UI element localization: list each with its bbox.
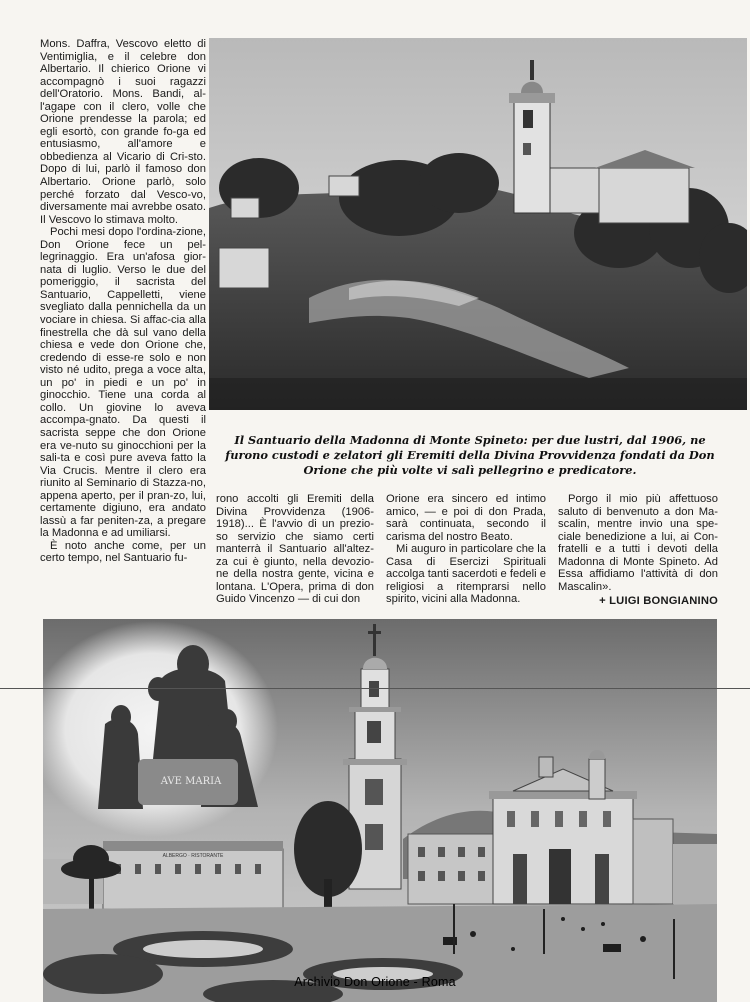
paragraph: Pochi mesi dopo l'ordina-zione, Don Orione fece un pel-legrinaggio. Era un'afosa gior-nata di luglio. Verso le due del pomeriggio, il sacrista del Santuario, Cappelletti, viene svegliato dalla pennichella da un vociare in chiesa. Si affac-cia alla finestrella che dà sul vano della chiesa e vede don Orione che, credendo di esse-re solo e non visto né udito, prega a voce alta, un po' in piedi e un po' in ginocchio. Tiene una corda al collo. Un giovine lo aveva accompa-gnato. Da questi il sacrista seppe che don Orione era ve-nuto su ginocchioni per la sali-ta e così pure aveva fatto la Via Crucis. Mentre il clero era riunito al Seminario di Stazza-no, appena aperto, per il pran-zo, lui, certamente digiuno, era andato lassù a far peniten-za, a pregare la Madonna e ad umiliarsi. bbox=[40, 226, 206, 540]
paragraph: Porgo il mio più affettuoso saluto di benvenuto a don Ma-scalin, mentre invio una spe-ciale benedizione a lui, ai Con-fratelli e a tutti i devoti della Madonna di Monte Spineto. Ad Essa affidiamo l'attività di don Mascalin». bbox=[558, 493, 718, 593]
paragraph: Mons. Daffra, Vescovo eletto di Ventimiglia, e il celebre don Albertario. Il chierico Orione vi accompagnò i suoi ragazzi dell'Oratorio. Mons. Bandi, al-l'agape con il clero, volle che Orione prendesse la parola; ed egli esortò, con grande fo-ga ed entusiasmo, all'amore e obbedienza al Vicario di Cri-sto. Dopo di lui, parlò il famoso don Albertario. Orione parlò, solo perché forzato dal Vesco-vo, diversamente mai avrebbe osato. Il Vescovo lo stimava molto. bbox=[40, 38, 206, 226]
paragraph: Orione era sincero ed intimo amico, — e poi di don Prada, sarà continuata, secondo il carisma del nostro Beato. bbox=[386, 493, 546, 543]
author-signature: + LUIGI BONGIANINO bbox=[599, 595, 718, 608]
sanctuary-hill-photo bbox=[209, 38, 747, 410]
inset-inscription: AVE MARIA bbox=[160, 776, 222, 787]
article-left-column bbox=[40, 38, 206, 565]
paragraph: È noto anche come, per un certo tempo, nel Santuario fu- bbox=[40, 539, 206, 565]
sanctuary-piazza-photo bbox=[43, 619, 717, 1002]
building-sign: ALBERGO · RISTORANTE bbox=[162, 853, 224, 859]
article-bottom-column-3 bbox=[558, 493, 718, 608]
article-bottom-column-1 bbox=[216, 493, 374, 606]
article-bottom-column-2 bbox=[386, 493, 546, 606]
photo-caption: Il Santuario della Madonna di Monte Spineto: per due lustri, dal 1906, ne furono custodi e zelatori gli Eremiti della Divina Provvidenza fondati da Don Orione che più volte vi salì pellegrino e predicatore. bbox=[225, 433, 715, 477]
paragraph: rono accolti gli Eremiti della Divina Provvidenza (1906-1918)... È l'avvio di un prezio-so servizio che siamo certi manterrà il Santuario all'altez-za cui è giunto, nella devozio-ne della nostra gente, vicina e lontana. L'Opera, prima di don Guido Vincenzo — di cui don bbox=[216, 493, 374, 606]
paragraph: Mi auguro in particolare che la Casa di Esercizi Spirituali accolga tanti sacerdoti e fedeli e religiosi a ritemprarsi nello spirito, vicini alla Madonna. bbox=[386, 543, 546, 606]
page-fold-line bbox=[0, 688, 750, 689]
archive-watermark: Archivio Don Orione - Roma bbox=[294, 975, 456, 989]
